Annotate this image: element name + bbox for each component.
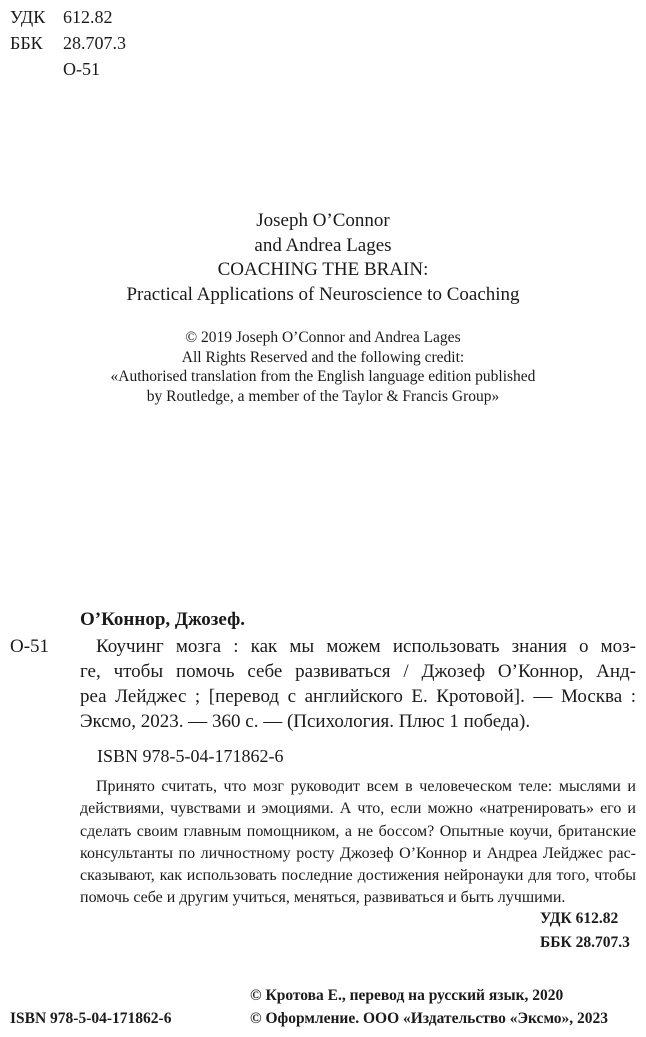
bbk-row bbox=[0, 31, 200, 55]
record-author-heading: О’Коннор, Джозеф. bbox=[80, 609, 245, 630]
udk-label: УДК bbox=[10, 7, 46, 27]
annotation-line: помочь себе и другим учиться, меняться, развиваться и быть лучшими. bbox=[80, 889, 566, 907]
record-sign: О-51 bbox=[10, 636, 50, 657]
copyright-line-1: © 2019 Joseph O’Connor and Andrea Lages bbox=[185, 329, 461, 346]
original-copyright-block bbox=[0, 328, 646, 406]
author-sign: О-51 bbox=[63, 59, 100, 79]
bbk-label: ББК bbox=[10, 33, 43, 53]
annotation-line: Принято считать, что мозг руководит всем в человеческом теле: мыслями и bbox=[96, 778, 636, 795]
copyright-line-3: «Authorised translation from the English language edition published bbox=[110, 368, 536, 385]
footer-udk: УДК 612.82 bbox=[540, 910, 619, 927]
record-line: Эксмо, 2023. — 360 с. — (Психология. Плюс 1 победа). bbox=[80, 711, 531, 732]
original-title: COACHING THE BRAIN: bbox=[217, 259, 429, 280]
original-author-2: and Andrea Lages bbox=[254, 234, 392, 256]
annotation-line: консультанты по личностному росту Джозеф О’Коннор и Андреа Лейджес рас- bbox=[80, 844, 636, 862]
footer-copyright-design: © Оформление. ООО «Издательство «Эксмо», 2023 bbox=[250, 1010, 609, 1027]
bbk-value: 28.707.3 bbox=[63, 33, 126, 53]
author-sign-row bbox=[0, 57, 200, 81]
record-line: реа Лейджес ; [перевод с английского Е. Кротовой]. — Москва : bbox=[80, 686, 636, 707]
record-line: Коучинг мозга : как мы можем использовать знания о моз- bbox=[96, 636, 636, 657]
footer-copyright-translation: © Кротова Е., перевод на русский язык, 2020 bbox=[250, 987, 564, 1004]
copyright-line-4: by Routledge, a member of the Taylor & Francis Group» bbox=[146, 387, 500, 405]
annotation-line: сказывают, как использовать последние достижения нейронауки для того, чтобы bbox=[80, 867, 636, 885]
original-subtitle: Practical Applications of Neuroscience to Coaching bbox=[126, 283, 520, 305]
annotation-line: сделать своим главным помощником, а не боссом? Опытные коучи, британские bbox=[80, 822, 636, 840]
annotation-block bbox=[80, 776, 636, 910]
original-author-1: Joseph O’Connor bbox=[256, 210, 390, 231]
udk-row bbox=[0, 5, 200, 29]
annotation-line: действиями, чувствами и эмоциями. А что, если можно «натренировать» его и bbox=[80, 800, 636, 818]
udk-value: 612.82 bbox=[63, 7, 113, 27]
copyright-line-2: All Rights Reserved and the following credit: bbox=[181, 348, 465, 366]
record-line: ге, чтобы помочь себе развиваться / Джозеф О’Коннор, Анд- bbox=[80, 661, 636, 682]
record-description bbox=[80, 634, 636, 734]
original-edition-block bbox=[0, 209, 646, 307]
footer-isbn: ISBN 978-5-04-171862-6 bbox=[10, 1010, 172, 1027]
record-isbn: ISBN 978-5-04-171862-6 bbox=[97, 746, 284, 766]
footer-bbk: ББК 28.707.3 bbox=[540, 934, 630, 951]
